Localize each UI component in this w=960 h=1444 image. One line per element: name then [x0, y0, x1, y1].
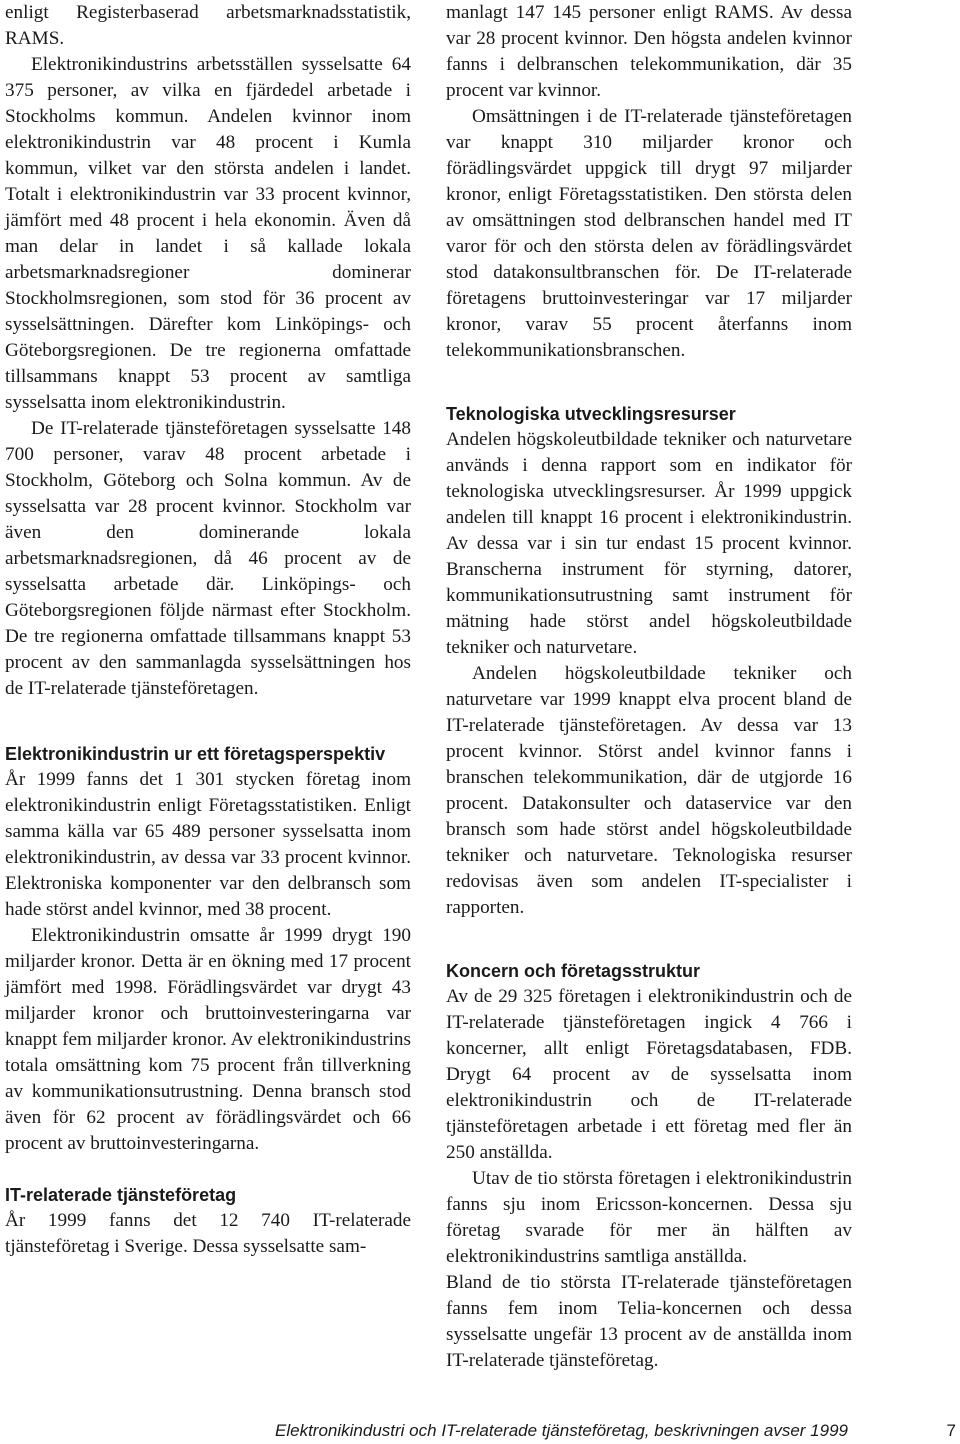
paragraph: Elektronikindustrin omsatte år 1999 drygt 190 miljarder kronor. Detta är en ökning med 17 procent jämfört med 1998. Förädlingsvärdet var drygt 43 miljarder kronor och bruttoinvesteringarna var knappt fem miljarder kronor. Av elektronikindustrins totala omsättning kom 75 procent från tillverkning av kommunikationsutrustning. Denna bransch stod även för 62 procent av förädlingsvärdet och 66 procent av bruttoinvesteringarna.: [5, 925, 411, 1154]
section-heading: Koncern och företagsstruktur: [446, 961, 701, 981]
section-heading: Teknologiska utvecklingsresurser: [446, 404, 736, 424]
paragraph: manlagt 147 145 personer enligt RAMS. Av dessa var 28 procent kvinnor. Den högsta andelen kvinnor fanns i delbranschen telekommunikation, där 35 procent var kvinnor.: [446, 2, 852, 101]
paragraph: Andelen högskoleutbildade tekniker och naturvetare används i denna rapport som en indikator för teknologiska utvecklingsresurser. År 1999 uppgick andelen till knappt 16 procent i elektronikindustrin. Av dessa var i sin tur endast 15 procent kvinnor. Branscherna instrument för styrning, datorer, kommunikationsutrustning samt instrument för mätning hade störst andel högskoleutbildade tekniker och naturvetare.: [446, 429, 852, 658]
paragraph: enligt Registerbaserad arbetsmarknadsstatistik, RAMS.: [5, 2, 411, 49]
paragraph: De IT-relaterade tjänsteföretagen sysselsatte 148 700 personer, varav 48 procent arbetade i Stockholm, Göteborg och Solna kommun. Av de sysselsatta var 28 procent kvinnor. Stockholm var även den dominerande lokala arbetsmarknadsregionen, då 46 procent av de sysselsatta arbetade där. Linköpings- och Göteborgsregionen följde närmast efter Stockholm. De tre regionerna omfattade tillsammans knappt 53 procent av den sammanlagda sysselsättningen hos de IT-relaterade tjänsteföretagen.: [5, 418, 411, 699]
footer-title: Elektronikindustri och IT-relaterade tjänsteföretag, beskrivningen avser 1999: [275, 1421, 848, 1440]
section-heading: IT-relaterade tjänsteföretag: [5, 1185, 237, 1205]
paragraph: Elektronikindustrins arbetsställen sysselsatte 64 375 personer, av vilka en fjärdedel arbetade i Stockholms kommun. Andelen kvinnor inom elektronikindustrin var 48 procent i Kumla kommun, vilket var den största andelen i landet. Totalt i elektronikindustrin var 33 procent kvinnor, jämfört med 48 procent i hela ekonomin. Även då man delar in landet i så kallade lokala arbetsmarknadsregioner dominerar Stockholmsregionen, som stod för 36 procent av sysselsättningen. Därefter kom Linköpings- och Göteborgsregionen. De tre regionerna omfattade tillsammans knappt 53 procent av samtliga sysselsatta inom elektronikindustrin.: [5, 54, 411, 413]
page-number: 7: [946, 1421, 956, 1440]
paragraph: År 1999 fanns det 1 301 stycken företag inom elektronikindustrin enligt Företagsstatistiken. Enligt samma källa var 65 489 personer sysselsatta inom elektronikindustrin, av dessa var 33 procent kvinnor. Elektroniska komponenter var den delbransch som hade störst andel kvinnor, med 38 procent.: [5, 769, 411, 920]
paragraph: Bland de tio största IT-relaterade tjänsteföretagen fanns fem inom Telia-koncernen och dessa sysselsatte ungefär 13 procent av de anställda inom IT-relaterade tjänsteföretag.: [446, 1272, 852, 1371]
paragraph: Utav de tio största företagen i elektronikindustrin fanns sju inom Ericsson-koncernen. Dessa sju företag svarade för mer än hälften av elektronikindustrins samtliga anställda.: [446, 1168, 852, 1267]
left-column: [5, 0, 411, 1260]
section-heading: Elektronikindustrin ur ett företagsperspektiv: [5, 744, 386, 764]
paragraph: Omsättningen i de IT-relaterade tjänsteföretagen var knappt 310 miljarder kronor och förädlingsvärdet uppgick till drygt 97 miljarder kronor, enligt Företagsstatistiken. Den största delen av omsättningen stod delbranschen handel med IT varor för och den största delen av förädlingsvärdet stod datakonsultbranschen för. De IT-relaterade företagens bruttoinvesteringar var 17 miljarder kronor, varav 55 procent återfanns inom telekommunikationsbranschen.: [446, 106, 852, 361]
paragraph: Av de 29 325 företagen i elektronikindustrin och de IT-relaterade tjänsteföretagen ingick 4 766 i koncerner, allt enligt Företagsdatabasen, FDB. Drygt 64 procent av de sysselsatta inom elektronikindustrin och de IT-relaterade tjänsteföretagen arbetade i ett företag med fler än 250 anställda.: [446, 986, 852, 1163]
paragraph: År 1999 fanns det 12 740 IT-relaterade tjänsteföretag i Sverige. Dessa sysselsatte sam-: [5, 1210, 411, 1257]
right-column: [446, 0, 852, 1374]
paragraph: Andelen högskoleutbildade tekniker och naturvetare var 1999 knappt elva procent bland de IT-relaterade tjänsteföretagen. Av dessa var 13 procent kvinnor. Störst andel kvinnor fanns i branschen telekommunikation, där de utgjorde 16 procent. Datakonsulter och dataservice var den bransch som hade störst andel högskoleutbildade tekniker och naturvetare. Teknologiska resurser redovisas även som andelen IT-specialister i rapporten.: [446, 663, 852, 918]
